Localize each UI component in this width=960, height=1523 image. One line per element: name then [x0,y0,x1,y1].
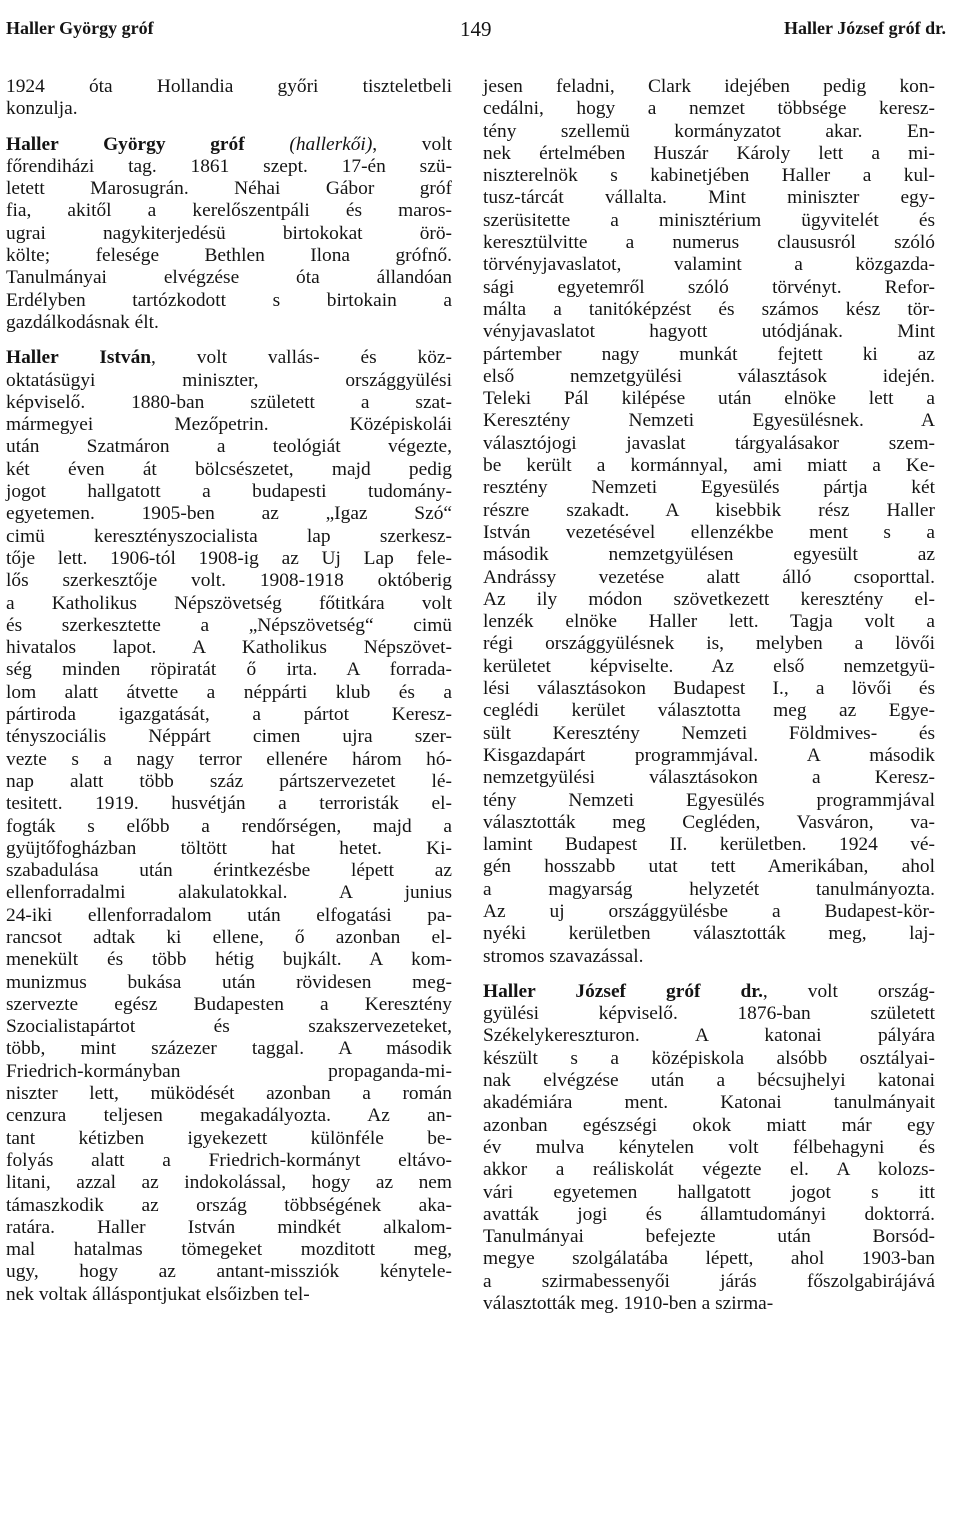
text-line: tesitett. 1919. husvétján a terroristák el- [6,793,452,815]
text-line: akkor a reáliskolát végezte el. A kolozs- [483,1159,935,1181]
text-line: sági egyetemről szóló törvényt. Refor- [483,276,935,298]
text-line: be került a kormánnyal, ami miatt a Ke- [483,455,935,477]
text-line: szervezte egész Budapesten a Keresztény [6,993,452,1015]
text-line: fia, akitől a kerelőszentpáli és maros- [6,200,452,222]
text-line: Az ily módon szövetkezett keresztény el- [483,588,935,610]
text-line: Tanulmányai elvégzése óta állandóan [6,267,452,289]
text-line: egyetemen. 1905-ben az „Igaz Szó“ [6,503,452,525]
text-line: hivatalos lapot. A Katholikus Népszövet- [6,637,452,659]
text-line: szabadulása után érintkezésbe lépett az [6,860,452,882]
text-line: gyülési képviselő. 1876-ban született [483,1003,935,1025]
bold-lead: Haller József gróf dr. [483,980,763,1002]
text-line: gyüjtőfogházban töltött hat hetet. Ki- [6,837,452,859]
text-line: Az uj országgyülésbe a Budapest-kör- [483,900,935,922]
text-line: niszter lett, müködését azonban a román [6,1083,452,1105]
text-line: rancsot adtak ki ellene, ő azonban el- [6,926,452,948]
text-line: Haller István, volt vallás- és köz- [6,347,452,369]
text-line: jogot hallgatott a budapesti tudomány- [6,481,452,503]
text-line: ratára. Haller István mindkét alkalom- [6,1216,452,1238]
text-line: fogták s előbb a rendőrségen, majd a [6,815,452,837]
text-line: akadémiára ment. Katonai tanulmányait [483,1092,935,1114]
text-line: nek értelmében Huszár Károly lett a mi- [483,142,935,164]
text-line: második nemzetgyülésen egyesült az [483,544,935,566]
right-text-column [483,76,935,1315]
text-line: és szerkesztette a „Népszövetség“ cimü [6,614,452,636]
text-line: István vezetésével ellenzékbe ment s a [483,521,935,543]
text-line: munizmus bukása után rövidesen meg- [6,971,452,993]
text-line: tény szellemü kormányzatot akar. En- [483,120,935,142]
text-line: törvényjavaslatot, valamint a közgazda- [483,254,935,276]
text-line: választójogi javaslat tárgyalásakor szem- [483,432,935,454]
text-line: 1924 óta Hollandia győri tiszteletbeli [6,76,452,97]
text-line: azonban egészségi okok miatt már egy [483,1114,935,1136]
text-line: vári egyetemen hallgatott jogot s itt [483,1181,935,1203]
text-line: első nemzetgyülési választások idején. [483,365,935,387]
text-line: nemzetgyülési választásokon a Keresz- [483,767,935,789]
space [245,134,290,155]
text-line: ceglédi kerület választotta meg az Egye- [483,700,935,722]
text-line: tője lett. 1906-tól 1908-ig az Uj Lap fele- [6,547,452,569]
text-line: ugy, hogy az antant-missziók kénytele- [6,1261,452,1283]
text-line: nyéki kerületben választották meg, laj- [483,923,935,945]
text-line: tusz-tárcát vállalta. Mint miniszter egy- [483,187,935,209]
text-line: tant kétizben igyekezett különféle be- [6,1127,452,1149]
text-line: Haller György gróf (hallerkői), volt [6,133,452,155]
text-line: stromos szavazással. [483,945,644,967]
paragraph-gap [6,334,452,347]
left-text-column [6,76,452,1306]
text-line: vényjavaslatot hagyott utódjának. Mint [483,321,935,343]
text-line: cenzura teljesen megakadályozta. Az an- [6,1105,452,1127]
text-line: lenzék elnöke Haller lett. Tagja volt a [483,611,935,633]
text-line: szerüsitette a minisztérium ügyvitelét és [483,209,935,231]
text-line: 24-iki ellenforradalom után elfogatási pa- [6,904,452,926]
text-line: cimü keresztényszocialista lap szerkesz- [6,525,452,547]
text-line: Teleki Pál kilépése után elnöke lett a [483,388,935,410]
text-line: letett Marosugrán. Néhai Gábor gróf [6,178,452,200]
text-line: gazdálkodásnak élt. [6,311,159,333]
paragraph-gap [6,121,452,134]
text-line: Keresztény Nemzeti Egyesülésnek. A [483,410,935,432]
text-line: részre szakadt. A kisebbik rész Haller [483,499,935,521]
text-line: nap alatt több száz pártszervezetet lé- [6,770,452,792]
text-line: Haller József gróf dr., volt ország- [483,980,935,1002]
text-line: lési választásokon Budapest I., a lövői és [483,678,935,700]
text-line: mal hatalmas tömegeket mozditott meg, [6,1239,452,1261]
text-line: Andrássy vezetése alatt álló csoporttal. [483,566,935,588]
header-right-name: Haller József gróf dr. [784,18,946,38]
text-line: Kisgazdapárt programmjával. A második [483,744,935,766]
text-line: Szocialistapártot és szakszervezeteket, [6,1016,452,1038]
paragraph-gap [483,968,935,981]
text-line: Tanulmányai befejezte után Borsód- [483,1226,935,1248]
text-line: főrendiházi tag. 1861 szept. 17-én szü- [6,155,452,177]
text-line: folyás alatt a Friedrich-kormányt eltávo- [6,1149,452,1171]
text-line: tényszociális Néppárt cimen ujra szer- [6,726,452,748]
text-line: régi országgyülésnek is, melyben a lövői [483,633,935,655]
page-number: 149 [460,17,492,41]
text-line: megye szolgálatába lépett, ahol 1903-ban [483,1248,935,1270]
text-line: kerületet képviselte. Az első nemzetgyü- [483,655,935,677]
text-line: mármegyei Mezőpetrin. Középiskolái [6,414,452,436]
text-line: konzulja. [6,98,78,120]
text-line: a Katholikus Népszövetség főtitkára volt [6,592,452,614]
text-line: gén hosszabb utat tett Amerikában, ahol [483,856,935,878]
text-line: sült Keresztény Nemzeti Földmives- és [483,722,935,744]
text-line: készült s a középiskola alsóbb osztályai- [483,1047,935,1069]
text-line: jesen feladni, Clark idejében pedig kon- [483,76,935,97]
text-line: után Szatmáron a teológiát végezte, [6,436,452,458]
text-line: a szirmabessenyői járás főszolgabirájává [483,1270,935,1292]
text-line: nek voltak álláspontjukat elsőizben tel- [6,1283,310,1305]
text-line: két éven át bölcsészetet, majd pedig [6,458,452,480]
text-line: év mulva kénytelen volt félbehagyni és [483,1136,935,1158]
text-line: litani, azzal az indokolással, hogy az nem [6,1172,452,1194]
text-line: költe; felesége Bethlen Ilona grófnő. [6,245,452,267]
text-line: képviselő. 1880-ban született a szat- [6,391,452,413]
text-line: nak elvégzése után a bécsujhelyi katonai [483,1070,935,1092]
header-left-name: Haller György gróf [6,18,154,38]
text-line: választották meg Cegléden, Vasváron, va- [483,811,935,833]
text-line: pártiroda igazgatását, a pártot Keresz- [6,704,452,726]
text-line: választották meg. 1910-ben a szirma- [483,1293,774,1315]
text-line: cedálni, hogy a nemzet többsége keresz- [483,98,935,120]
text-line: ség minden röpiratát ő irta. A forrada- [6,659,452,681]
text-line: lamint Budapest II. kerületben. 1924 vé- [483,834,935,856]
text-line: Friedrich-kormányban propaganda-mi- [6,1060,452,1082]
text-line: Erdélyben tartózkodott s birtokain a [6,289,452,311]
text-line: több, mint százezer taggal. A második [6,1038,452,1060]
text-line: keresztülvitte a numerus claususról szóló [483,232,935,254]
italic-note: (hallerkői) [289,133,373,155]
text-line: resztény Nemzeti Egyesülés pártja két [483,477,935,499]
bold-lead: Haller György gróf [6,133,245,155]
text-line: lom alatt átvette a néppárti klub és a [6,681,452,703]
text-line: tény Nemzeti Egyesülés programmjával [483,789,935,811]
text-line: menekült és több hétig bujkált. A kom- [6,949,452,971]
text-line: niszterelnök s kabinetjében Haller a kul- [483,165,935,187]
bold-lead: Haller István [6,347,152,369]
text-line: málta a tanitóképzést és számos kész tör- [483,298,935,320]
running-header [6,18,946,50]
text-line: ugrai nagykiterjedésü birtokokat örö- [6,222,452,244]
text-line: vezte s a nagy terror ellenére három hó- [6,748,452,770]
text-line: támaszkodik az ország többségének aka- [6,1194,452,1216]
text-line: lős szerkesztője volt. 1908-1918 októberig [6,570,452,592]
text-line: a magyarság helyzetét tanulmányozta. [483,878,935,900]
text-line: ellenforradalmi alakulatokkal. A junius [6,882,452,904]
text-line: Székelykereszturon. A katonai pályára [483,1025,935,1047]
text-line: pártember nagy munkát fejtett ki az [483,343,935,365]
text-line: avatták jogi és államtudományi doktorrá. [483,1203,935,1225]
text-line: oktatásügyi miniszter, országgyülési [6,369,452,391]
